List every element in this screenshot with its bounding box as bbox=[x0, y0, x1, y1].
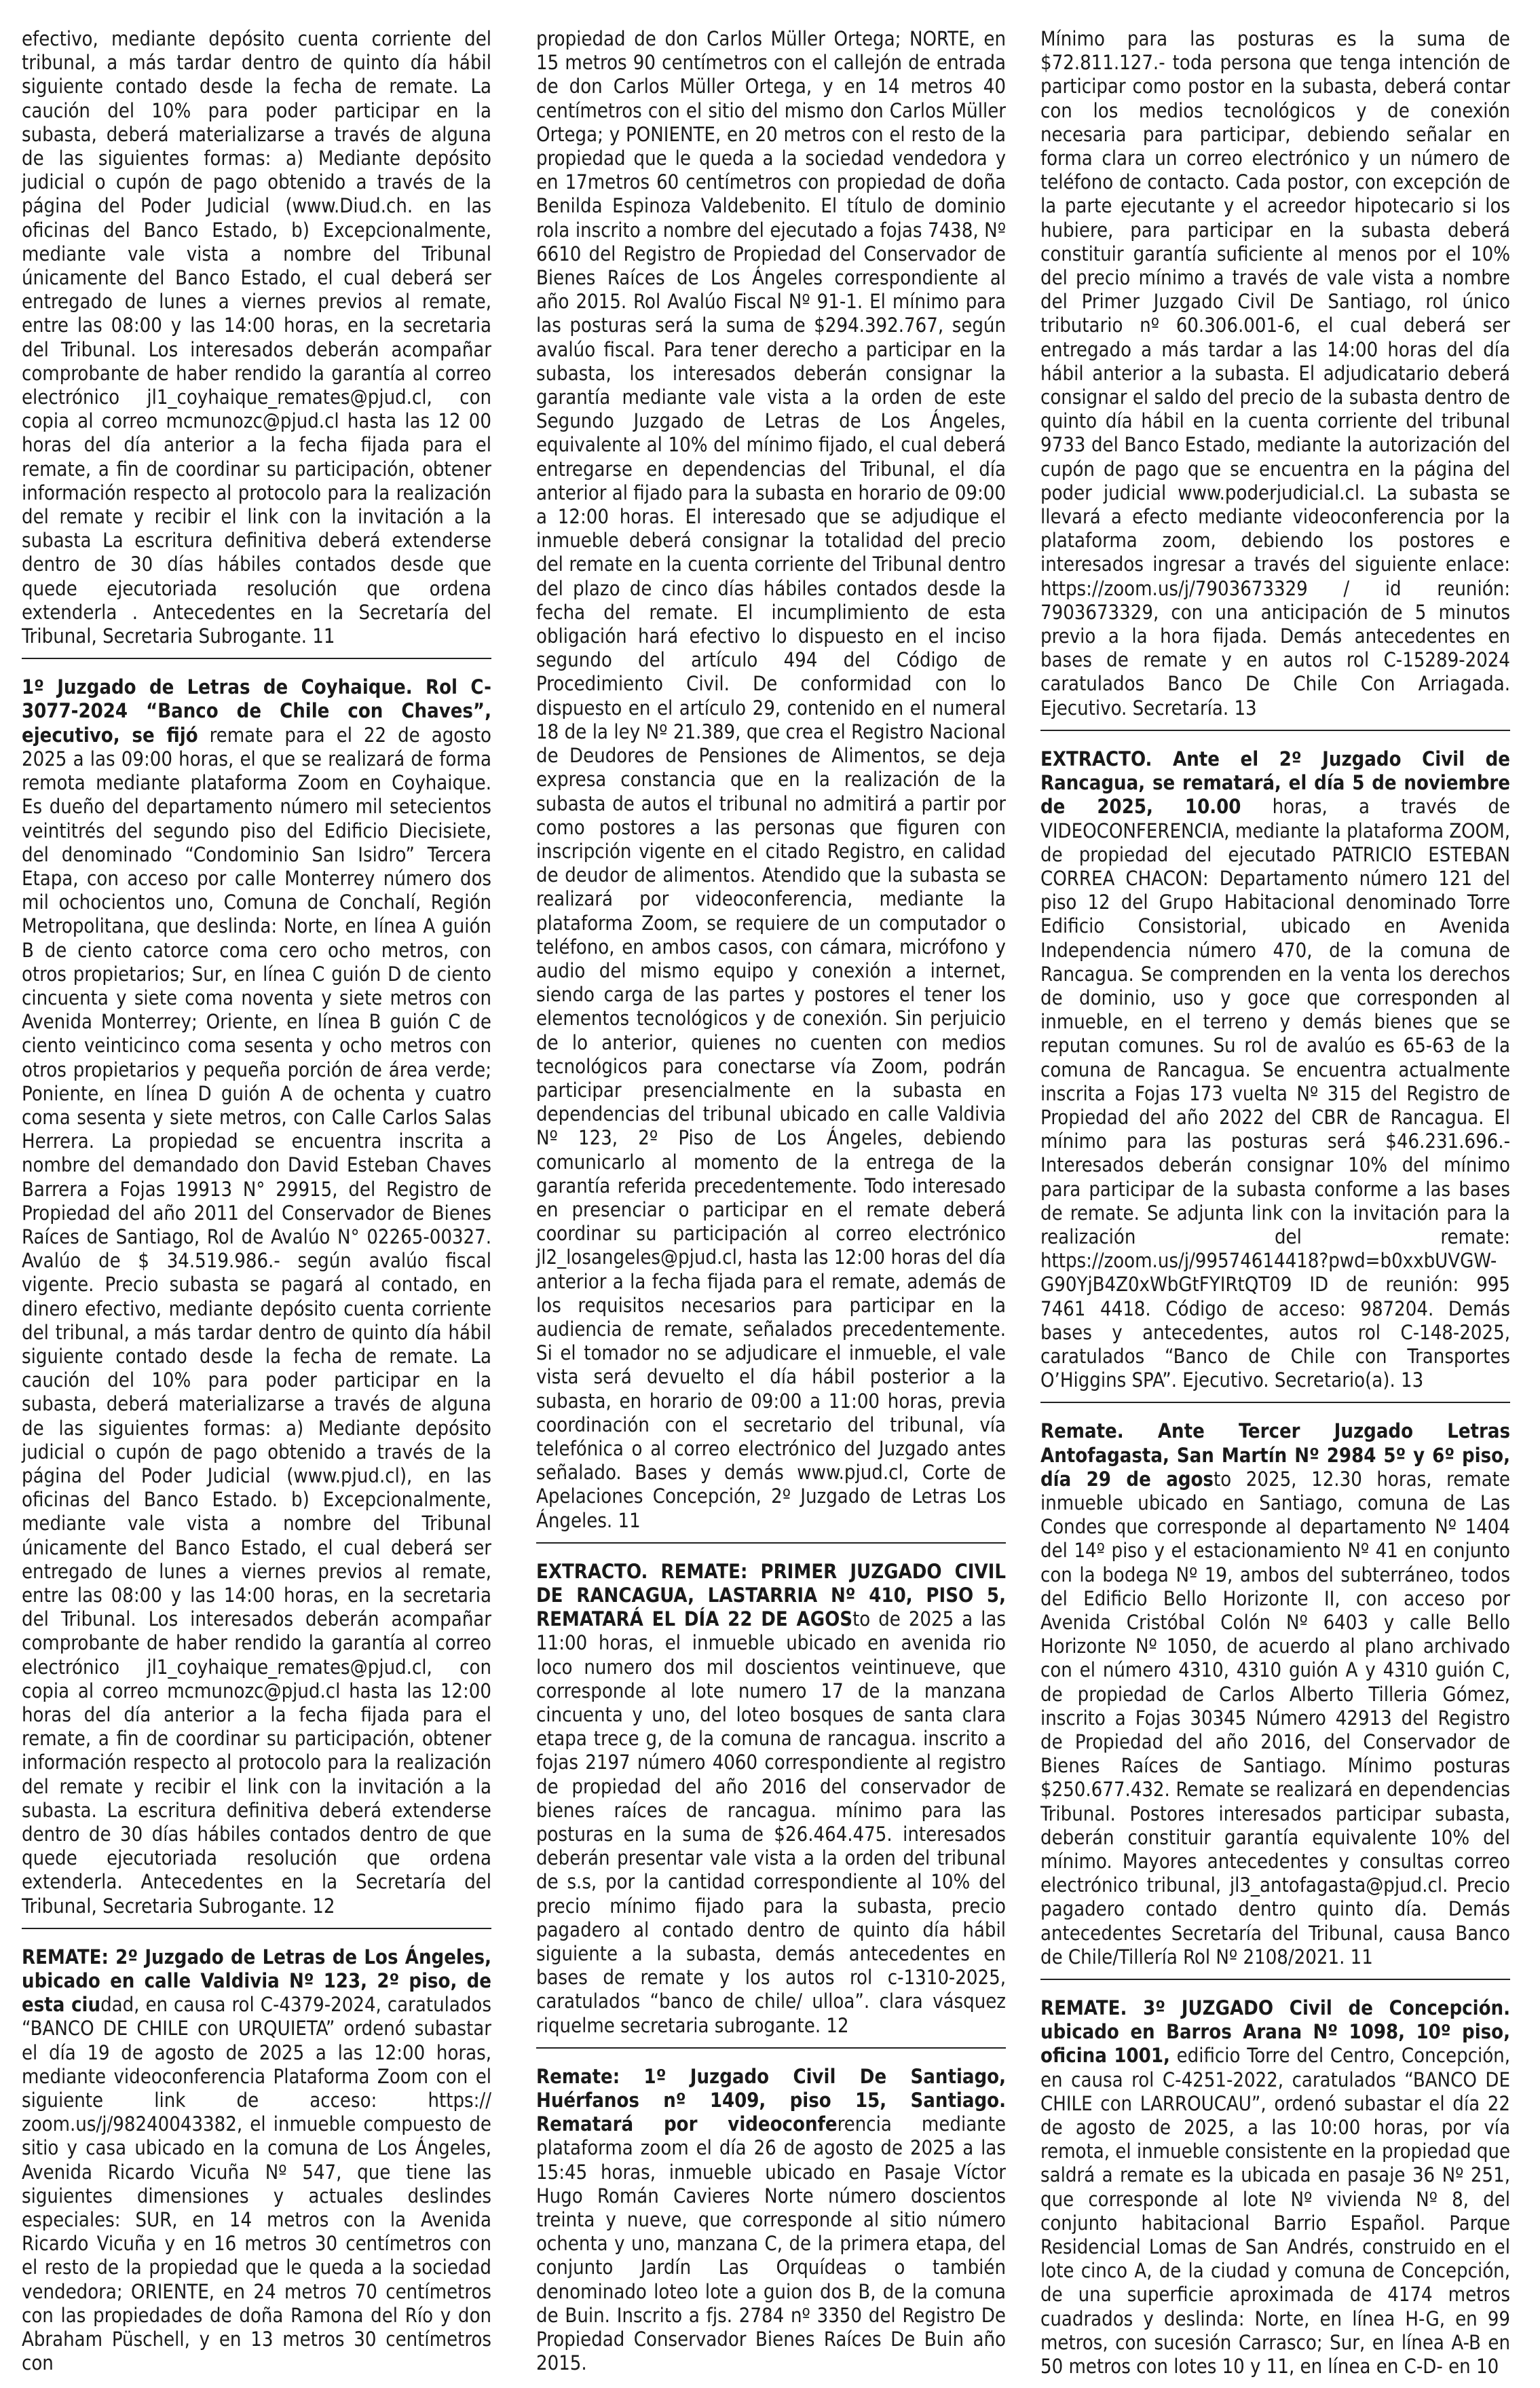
legal-notice bbox=[536, 2065, 1006, 2385]
notice-heading: Remate. Ante Tercer Juzgado Letras Antofagasta, San Martín Nº 2984 5º y 6º piso, día 29 de agos bbox=[1040, 1419, 1510, 1491]
legal-notice bbox=[1040, 747, 1510, 1403]
legal-notice bbox=[22, 27, 491, 659]
notice-text bbox=[22, 27, 491, 648]
notice-heading: Remate: 1º Juzgado Civil De Santiago, Huérfanos nº 1409, piso 15, Santiago. Rematará por videoconfe bbox=[536, 2064, 1006, 2136]
notice-body: propiedad de don Carlos Müller Ortega; NORTE, en 15 metros 90 centímetros con el callejón de entrada de don Carlos Müller Ortega, y en 14 metros 40 centímetros con el sitio del mismo don Carlos Müller Ortega; y PONIENTE, en 20 metros con el resto de la propiedad que le queda a la sociedad vendedora y en 17metros 60 centímetros con propiedad de doña Benilda Espinoza Valdebenito. El título de dominio rola inscrito a nombre del ejecutado a fojas 7438, Nº 6610 del Registro de Propiedad del Conservador de Bienes Raíces de Los Ángeles correspondiente al año 2015. Rol Avalúo Fiscal Nº 91-1. El mínimo para las posturas será la suma de $294.392.767, según avalúo fiscal. Para tener derecho a participar en la subasta, los interesados deberán consignar la garantía mediante vale vista a la orden de este Segundo Juzgado de Letras de Los Ángeles, equivalente al 10% del mínimo fijado, el cual deberá entregarse en dependencias del Tribunal, el día anterior al fijado para la subasta en horario de 09:00 a 12:00 horas. El interesado que se adjudique el inmueble deberá consignar la totalidad del precio del remate en la cuenta corriente del Tribunal dentro del plazo de cinco días hábiles contados desde la fecha del remate. El incumplimiento de esta obligación hará efectivo lo dispuesto en el inciso segundo del artículo 494 del Código de Procedimiento Civil. De conformidad con lo dispuesto en el artículo 29, contenido en el numeral 18 de la ley Nº 21.389, que crea el Registro Nacional de Deudores de Pensiones de Alimentos, se deja expresa constancia que en la realización de la subasta de autos el tribunal no admitirá a partir por como postores a las personas que figuren con inscripción vigente en el citado Registro, en calidad de deudor de alimentos. Atendido que la subasta se realizará por videoconferencia, mediante la plataforma Zoom, se requiere de un computador o teléfono, en ambos casos, con cámara, micrófono y audio del mismo equipo y conexión a internet, siendo carga de las partes y postores el tener los elementos tecnológicos y de conexión. Sin perjuicio de lo anterior, quienes no cuenten con medios tecnológicos para conectarse vía Zoom, podrán participar presencialmente en la subasta en dependencias del tribunal ubicado en calle Valdivia Nº 123, 2º Piso de Los Ángeles, debiendo comunicarlo al momento de la entrega de la garantía referida precedentemente. Todo interesado en presenciar o participar en el remate deberá coordinar su participación al correo electrónico jl2_losangeles@pjud.cl, hasta las 12:00 horas del día anterior a la fecha fijada para el remate, además de los requisitos necesarios para participar en la audiencia de remate, señalados precedentemente. Si el tomador no se adjudicare el inmueble, el vale vista será devuelto el día hábil posterior a la subasta, en horario de 09:00 a 11:00 horas, previa coordinación con el secretario del tribunal, vía telefónica o al correo electrónico del Juzgado antes señalado. Bases y demás www.pjud.cl, Corte de Apelaciones Concepción, 2º Juzgado de Letras Los Ángeles. 11 bbox=[536, 27, 1006, 1532]
notice-body: Mínimo para las posturas es la suma de $72.811.127.- toda persona que tenga intención de participar como postor en la subasta, deberá contar con los medios tecnológicos y de conexión necesaria para participar, debiendo señalar en forma clara un correo electrónico y un número de teléfono de contacto. Cada postor, con excepción de la parte ejecutante y el acreedor hipotecario si los hubiere, para participar en la subasta deberá constituir garantía suficiente al menos por el 10% del precio mínimo a través de vale vista a nombre del Primer Juzgado Civil De Santiago, rol único tributario nº 60.306.001-6, el cual deberá ser entregado a más tardar a las 14:00 horas del día hábil anterior a la subasta. El adjudicatario deberá consignar el saldo del precio de la subasta dentro de quinto día hábil en la cuenta corriente del tribunal 9733 del Banco Estado, mediante la autorización del cupón de pago que se encuentra en la página del poder judicial www.poderjudicial.cl. La subasta se llevará a efecto mediante videoconferencia por la plataforma zoom, debiendo los postores e interesados ingresar a través del siguiente enlace: https://zoom.us/j/7903673329 / id reunión: 7903673329, con una anticipación de 5 minutos previo a la hora fijada. Demás antecedentes en bases de remate y en autos rol C-15289-2024 caratulados Banco De Chile Con Arriagada. Ejecutivo. Secretaría. 13 bbox=[1040, 27, 1510, 720]
legal-notice bbox=[22, 675, 491, 1929]
notice-text bbox=[1040, 747, 1510, 1392]
legal-notice bbox=[1040, 27, 1510, 731]
column-1 bbox=[22, 27, 491, 2375]
notice-text bbox=[536, 1560, 1006, 2038]
notice-heading: 1º Juzgado de Letras de Coyhaique. Rol C-3077-2024 “Banco de Chile con Chaves”, ejecutivo, se fijó bbox=[22, 675, 491, 747]
notice-text bbox=[1040, 1996, 1510, 2378]
notice-text bbox=[1040, 27, 1510, 720]
notice-body: rencia mediante plataforma zoom el día 26 de agosto de 2025 a las 15:45 horas, inmueble ubicado en Pasaje Víctor Hugo Román Cavieres Norte número doscientos treinta y nueve, que corresponde al sitio número ochenta y uno, manzana C, de la primera etapa, del conjunto Jardín Las Orquídeas o también denominado loteo lote a guion dos B, de la comuna de Buin. Inscrito a fjs. 2784 nº 3350 del Registro De Propiedad Conservador Bienes Raíces De Buin año 2015. bbox=[536, 2112, 1006, 2375]
notice-body: to 2025, 12.30 horas, remate inmueble ubicado en Santiago, comuna de Las Condes que corresponde al departamento Nº 1404 del 14º piso y el estacionamiento Nº 41 en conjunto con la bodega Nº 19, ambos del subterráneo, todos del Edificio Bello Horizonte II, con acceso por Avenida Cristóbal Colón Nº 6403 y calle Bello Horizonte Nº 1050, de acuerdo al plano archivado con el número 4310, 4310 guión A y 4310 guión C, de propiedad de Carlos Alberto Tilleria Gómez, inscrito a Fojas 30345 Número 42913 del Registro de Propiedad del año 2016, del Conservador de Bienes Raíces de Santiago. Mínimo posturas $250.677.432. Remate se realizará en dependencias Tribunal. Postores interesados participar subasta, deberán constituir garantía equivalente 10% del mínimo. Mayores antecedentes y consultas correo electrónico tribunal, jl3_antofagasta@pjud.cl. Precio pagadero contado dentro quinto día. Demás antecedentes Secretaría del Tribunal, causa Banco de Chile/Tillería Rol Nº 2108/2021. 11 bbox=[1040, 1467, 1510, 1969]
notice-body: dad, en causa rol C-4379-2024, caratulados “BANCO DE CHILE con URQUIETA” ordenó subastar el día 19 de agosto de 2025 a las 12:00 horas, mediante videoconferencia Plataforma Zoom con el siguiente link de acceso: https:// zoom.us/j/98240043382, el inmueble compuesto de sitio y casa ubicado en la comuna de Los Ángeles, Avenida Ricardo Vicuña Nº 547, que tiene las siguientes dimensiones y actuales deslindes especiales: SUR, en 14 metros con la Avenida Ricardo Vicuña y en 16 metros 30 centímetros con el resto de la propiedad que le queda a la sociedad vendedora; ORIENTE, en 24 metros 70 centímetros con las propiedades de doña Ramona del Río y don Abraham Püschell, y en 13 metros 30 centímetros con bbox=[22, 1993, 491, 2375]
column-3 bbox=[1040, 27, 1510, 2378]
legal-notice bbox=[536, 27, 1006, 1544]
notice-text bbox=[22, 675, 491, 1918]
notice-text bbox=[1040, 1419, 1510, 1969]
notice-body: edificio Torre del Centro, Concepción, en causa rol C-4251-2022, caratulados “BANCO DE CHILE con LARROUCAU”, ordenó subastar el día 22 de agosto de 2025, a las 10:00 horas, por vía remota, el inmueble consistente en la propiedad que saldrá a remate es la ubicada en pasaje 36 Nº 251, que corresponde al lote Nº vivienda Nº 8, del conjunto habitacional Barrio Español. Parque Residencial Lomas de San Andrés, construido en el lote cinco A, de la ciudad y comuna de Concepción, de una superficie aproximada de 4174 metros cuadrados y deslinda: Norte, en línea H-G, en 99 metros, con sucesión Carrasco; Sur, en línea A-B en 50 metros con lotes 10 y 11, en línea en C-D- en 10 bbox=[1040, 2044, 1510, 2378]
legal-notice bbox=[536, 1560, 1006, 2049]
notice-heading: EXTRACTO. REMATE: PRIMER JUZGADO CIVIL DE RANCAGUA, LASTARRIA Nº 410, PISO 5, REMATARÁ EL DÍA 22 DE AGOS bbox=[536, 1559, 1006, 1631]
notice-text bbox=[22, 1945, 491, 2376]
notice-heading: REMATE: 2º Juzgado de Letras de Los Ángeles, ubicado en calle Valdivia Nº 123, 2º piso, de esta ciu bbox=[22, 1945, 491, 2017]
notice-body: horas, a través de VIDEOCONFERENCIA, mediante la plataforma ZOOM, de propiedad del ejecutado PATRICIO ESTEBAN CORREA CHACON: Departamento número 121 del piso 12 del Grupo Habitacional denominado Torre Edificio Consistorial, ubicado en Avenida Independencia número 470, de la comuna de Rancagua. Se comprenden en la venta los derechos de dominio, uso y goce que corresponden al inmueble, en el terreno y demás bienes que se reputan comunes. Su rol de avalúo es 65-63 de la comuna de Rancagua. Se encuentra actualmente inscrita a Fojas 173 vuelta Nº 315 del Registro de Propiedad del año 2022 del CBR de Rancagua. El mínimo para las posturas será $46.231.696.- Interesados deberán consignar 10% del mínimo para participar de la subasta conforme a las bases de remate. Se adjunta link con la invitación para la realización del remate: https://zoom.us/j/99574614418?pwd=b0xxbUVGW-G90YjB4Z0xWbGtFYIRtQT09 ID de reunión: 995 7461 4418. Código de acceso: 987204. Demás bases y antecedentes, autos rol C-148-2025, caratulados “Banco de Chile con Transportes O’Higgins SPA”. Ejecutivo. Secretario(a). 13 bbox=[1040, 795, 1510, 1392]
column-2 bbox=[536, 27, 1006, 2375]
legal-notice bbox=[22, 1945, 491, 2385]
notice-body: efectivo, mediante depósito cuenta corriente del tribunal, a más tardar dentro de quinto día hábil siguiente contado desde la fecha de remate. La caución del 10% para poder participar en la subasta, deberá materializarse a través de alguna de las siguientes formas: a) Mediante depósito judicial o cupón de pago obtenido a través de la página del Poder Judicial (www.Diud.ch. en las oficinas del Banco Estado, b) Excepcionalmente, mediante vale vista a nombre del Tribunal únicamente del Banco Estado, el cual deberá ser entregado de lunes a viernes previos al remate, entre las 08:00 y las 14:00 horas, en la secretaria del Tribunal. Los interesados deberán acompañar comprobante de haber rendido la garantía al correo electrónico jl1_coyhaique_remates@pjud.cl, con copia al correo mcmunozc@pjud.cl hasta las 12 00 horas del día anterior a la fecha fijada para el remate, a fin de coordinar su participación, obtener información respecto al protocolo para la realización del remate y recibir el link con la invitación a la subasta La escritura definitiva deberá extenderse dentro de 30 días hábiles contados desde que quede ejecutoriada resolución que ordena extenderla . Antecedentes en la Secretaría del Tribunal, Secretaria Subrogante. 11 bbox=[22, 27, 491, 648]
notice-heading: REMATE. 3º JUZGADO Civil de Concepción. ubicado en Barros Arana Nº 1098, 10º piso, oficina 1001, bbox=[1040, 1996, 1510, 2068]
notice-text bbox=[536, 2065, 1006, 2376]
notice-heading: EXTRACTO. Ante el 2º Juzgado Civil de Rancagua, se rematará, el día 5 de noviembre de 2025, 10.00 bbox=[1040, 747, 1510, 819]
notice-text bbox=[536, 27, 1006, 1533]
notice-body: remate para el 22 de agosto 2025 a las 09:00 horas, el que se realizará de forma remota mediante plataforma Zoom en Coyhaique. Es dueño del departamento número mil setecientos veintitrés del segundo piso del Edificio Diecisiete, del denominado “Condominio San Isidro” Tercera Etapa, con acceso por calle Monterrey número dos mil ochocientos uno, Comuna de Conchalí, Región Metropolitana, que deslinda: Norte, en línea A guión B de ciento catorce coma cero ocho metros, con otros propietarios; Sur, en línea C guión D de ciento cincuenta y siete coma noventa y siete metros con Avenida Monterrey; Oriente, en línea B guión C de ciento veinticinco coma sesenta y ocho metros con otros propietarios y pequeña porción de área verde; Poniente, en línea D guión A de ochenta y cuatro coma sesenta y siete metros, con Calle Carlos Salas Herrera. La propiedad se encuentra inscrita a nombre del demandado don David Esteban Chaves Barrera a Fojas 19913 N° 29915, del Registro de Propiedad del año 2011 del Conservador de Bienes Raíces de Santiago, Rol de Avalúo N° 02265-00327. Avalúo de $ 34.519.986.- según avalúo fiscal vigente. Precio subasta se pagará al contado, en dinero efectivo, mediante depósito cuenta corriente del tribunal, a más tardar dentro de quinto día hábil siguiente contado desde la fecha de remate. La caución del 10% para poder participar en la subasta, deberá materializarse a través de alguna de las siguientes formas: a) Mediante depósito judicial o cupón de pago obtenido a través de la página del Poder Judicial (www.pjud.cl), en las oficinas del Banco Estado. b) Excepcionalmente, mediante vale vista a nombre del Tribunal únicamente del Banco Estado, el cual deberá ser entregado de lunes a viernes previos al remate, entre las 08:00 y las 14:00 horas, en la secretaria del Tribunal. Los interesados deberán acompañar comprobante de haber rendido la garantía al correo electrónico jl1_coyhaique_remates@pjud.cl, con copia al correo mcmunozc@pjud.cl hasta las 12:00 horas del día anterior a la fecha fijada para el remate, a fin de coordinar su participación, obtener información respecto al protocolo para la realización del remate y recibir el link con la invitación a la subasta. La escritura definitiva deberá extenderse dentro de 30 días hábiles contados dentro de que quede ejecutoriada resolución que ordena extenderla. Antecedentes en la Secretaría del Tribunal, Secretaria Subrogante. 12 bbox=[22, 723, 491, 1918]
legal-notice bbox=[1040, 1419, 1510, 1980]
notice-body: to de 2025 a las 11:00 horas, el inmueble ubicado en avenida rio loco numero dos mil doscientos veintinueve, que corresponde al lote numero 17 de la manzana cincuenta y uno, del loteo bosques de santa clara etapa trece g, de la comuna de rancagua. inscrito a fojas 2197 número 4060 correspondiente al registro de propiedad del año 2016 del conservador de bienes raíces de rancagua. mínimo para las posturas en la suma de $26.464.475. interesados deberán presentar vale vista a la orden del tribunal de s.s, por la cantidad correspondiente al 10% del precio mínimo fijado para la subasta, precio pagadero al contado dentro de quinto día hábil siguiente a la subasta, demás antecedentes en bases de remate y los autos rol c-1310-2025, caratulados “banco de chile/ ulloa”. clara vásquez riquelme secretaria subrogante. 12 bbox=[536, 1607, 1006, 2037]
legal-notice bbox=[1040, 1996, 1510, 2388]
